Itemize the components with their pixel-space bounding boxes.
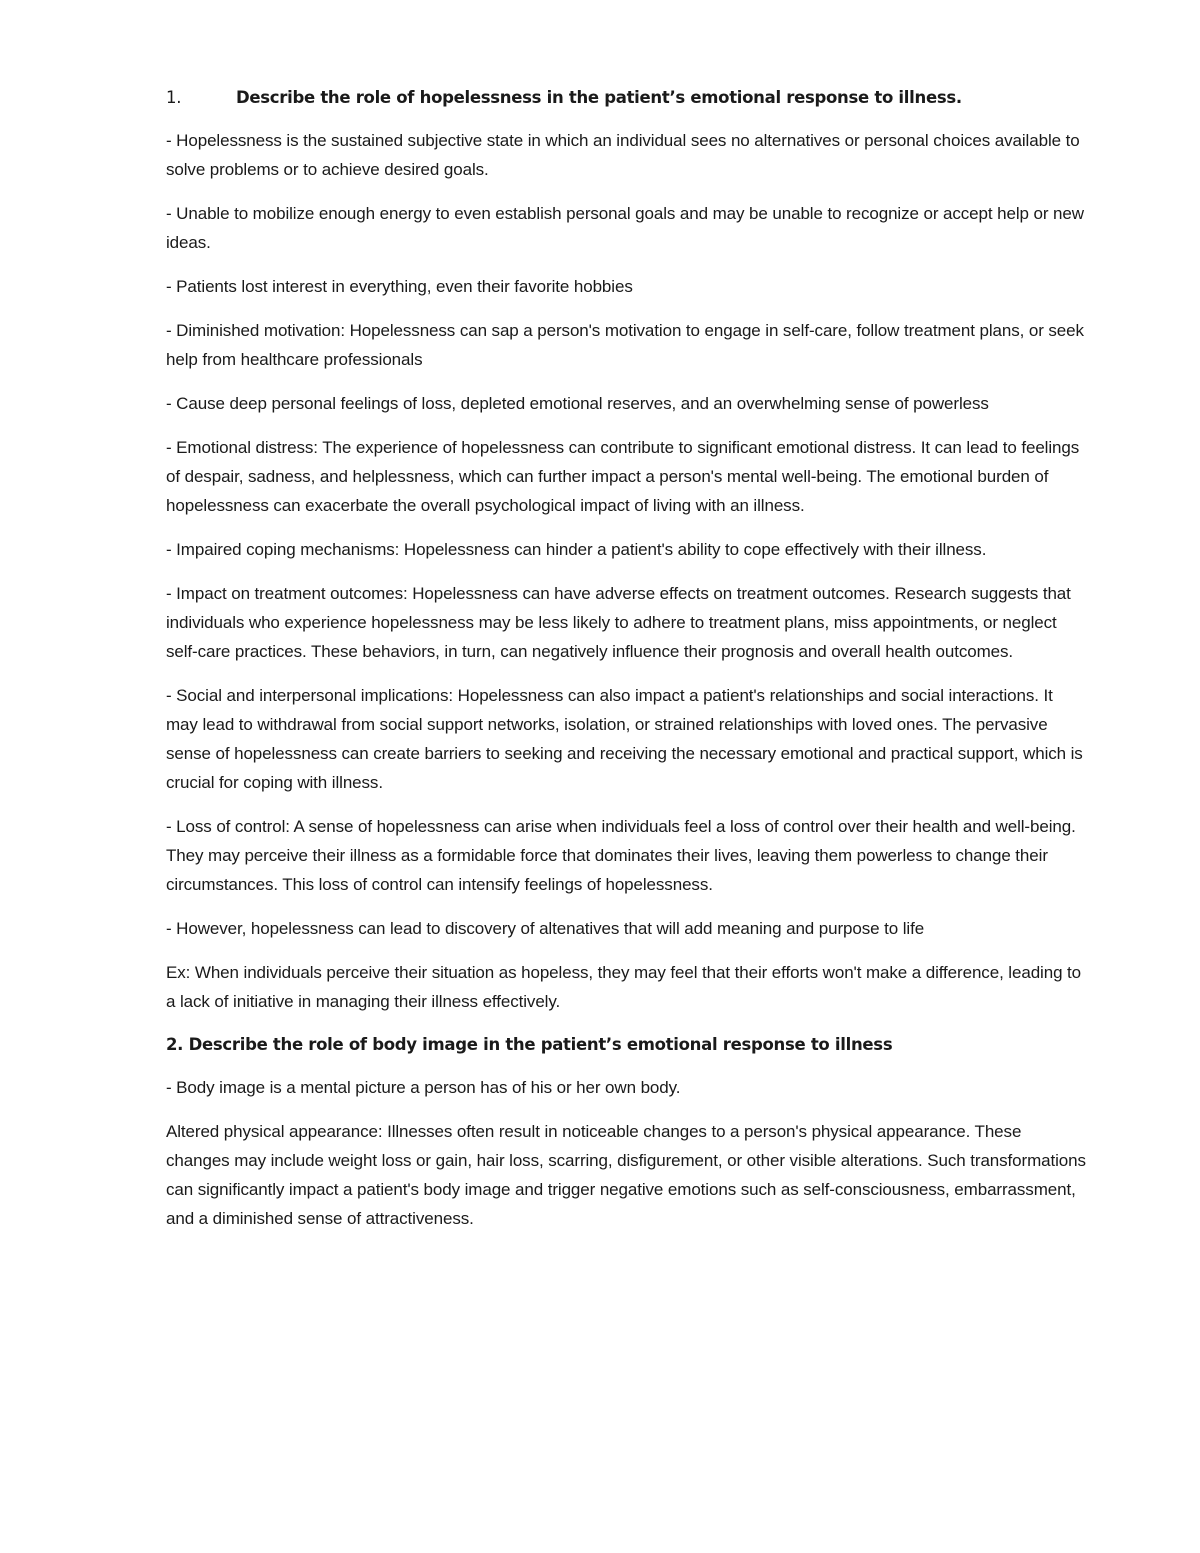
document-page [166,84,1086,1248]
paragraph: - Emotional distress: The experience of hopelessness can contribute to significant emotional distress. It can lead to feelings of despair, sadness, and helplessness, which can further impact a person's mental well-being. The emotional burden of hopelessness can exacerbate the overall psychological impact of living with an illness. [166,438,1080,515]
paragraph: - Impact on treatment outcomes: Hopelessness can have adverse effects on treatment outcomes. Research suggests that individuals who experience hopelessness may be less likely to adhere to treatment plans, miss appointments, or neglect self-care practices. These behaviors, in turn, can negatively influence their prognosis and overall health outcomes. [166,584,1071,661]
paragraph: - Unable to mobilize enough energy to even establish personal goals and may be unable to recognize or accept help or new ideas. [166,204,1084,252]
paragraph: Altered physical appearance: Illnesses often result in noticeable changes to a person's physical appearance. These changes may include weight loss or gain, hair loss, scarring, disfigurement, or other visible alterations. Such transformations can significantly impact a patient's body image and trigger negative emotions such as self-consciousness, embarrassment, and a diminished sense of attractiveness. [166,1122,1086,1228]
section-1-number: 1. [166,88,182,107]
example-paragraph: Ex: When individuals perceive their situation as hopeless, they may feel that their efforts won't make a difference, leading to a lack of initiative in managing their illness effectively. [166,963,1082,1011]
paragraph: - Patients lost interest in everything, even their favorite hobbies [166,277,633,296]
paragraph: - Body image is a mental picture a person has of his or her own body. [166,1078,681,1097]
paragraph: - Loss of control: A sense of hopelessness can arise when individuals feel a loss of control over their health and well-being. They may perceive their illness as a formidable force that dominates their lives, leaving them powerless to change their circumstances. This loss of control can intensify feelings of hopelessness. [166,817,1076,894]
paragraph: - Hopelessness is the sustained subjective state in which an individual sees no alternatives or personal choices available to solve problems or to achieve desired goals. [166,131,1080,179]
section-2-heading: 2. Describe the role of body image in the patient’s emotional response to illness [166,1035,893,1054]
paragraph: - Social and interpersonal implications: Hopelessness can also impact a patient's relationships and social interactions. It may lead to withdrawal from social support networks, isolation, or strained relationships with loved ones. The pervasive sense of hopelessness can create barriers to seeking and receiving the necessary emotional and practical support, which is crucial for coping with illness. [166,686,1083,792]
section-1-heading [166,84,1086,112]
paragraph: - Diminished motivation: Hopelessness can sap a person's motivation to engage in self-care, follow treatment plans, or seek help from healthcare professionals [166,321,1084,369]
section-1-title: Describe the role of hopelessness in the patient’s emotional response to illness. [236,88,962,107]
paragraph: - Cause deep personal feelings of loss, depleted emotional reserves, and an overwhelming sense of powerless [166,394,989,413]
paragraph: - However, hopelessness can lead to discovery of altenatives that will add meaning and purpose to life [166,919,925,938]
paragraph: - Impaired coping mechanisms: Hopelessness can hinder a patient's ability to cope effectively with their illness. [166,540,987,559]
